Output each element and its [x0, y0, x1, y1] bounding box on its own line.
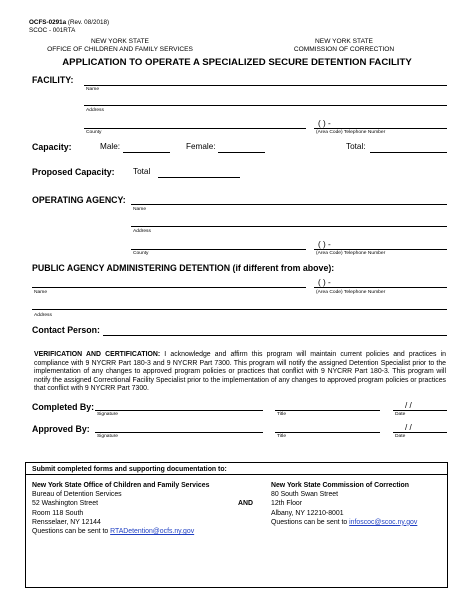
- operating-address-caption: Address: [133, 229, 151, 234]
- approved-date-template: / /: [405, 423, 412, 432]
- ocfs-questions: [32, 527, 209, 536]
- public-agency-phone-field[interactable]: [314, 287, 447, 288]
- facility-address-caption: Address: [86, 108, 104, 113]
- completed-title-field[interactable]: [275, 410, 380, 411]
- ocfs-address-line2: 52 Washington Street: [32, 500, 99, 508]
- contact-person-field[interactable]: [103, 335, 447, 336]
- form-number: OCFS-0291a: [29, 19, 67, 26]
- verification-body: I acknowledge and affirm this program will maintain current policies and practices in compliance with 9 NYCRR Part 180-3 and 9 NYCRR Part 7300. This program will notify the assigned Detention Specialist prior to the implementation of any changes to approved program policies or practices that conflict with 9 NYCRR Part 180-3. This program will notify the assigned Correctional Facility Specialist prior to the implementation of any changes to approved program policies or practices that conflict with 9 NYCRR Part 7300.: [34, 351, 446, 393]
- public-agency-address-field[interactable]: [32, 309, 447, 310]
- completed-signature-caption: Signature: [97, 412, 118, 417]
- public-agency-name-caption: Name: [34, 290, 48, 295]
- public-agency-label: PUBLIC AGENCY ADMINISTERING DETENTION (if different from above):: [32, 263, 335, 273]
- scoc-state: NEW YORK STATE: [315, 38, 373, 45]
- scoc-address-block: [271, 481, 417, 527]
- scoc-agency: [268, 38, 420, 54]
- facility-name-field[interactable]: [84, 85, 447, 86]
- approved-date-caption: Date: [395, 434, 406, 439]
- capacity-label: Capacity:: [32, 142, 72, 152]
- scoc-address-line2: 12th Floor: [271, 500, 303, 508]
- capacity-male-label: Male:: [100, 142, 121, 151]
- public-agency-name-field[interactable]: [32, 287, 306, 288]
- operating-county-caption: County: [133, 251, 149, 256]
- completed-by-label: Completed By:: [32, 402, 95, 412]
- completed-date-field[interactable]: [393, 410, 447, 411]
- scoc-address-line3: Albany, NY 12210-8001: [271, 509, 344, 517]
- facility-county-field[interactable]: [84, 128, 306, 129]
- submission-heading: Submit completed forms and supporting documentation to:: [32, 466, 227, 473]
- capacity-total-field[interactable]: [370, 152, 447, 153]
- ocfs-address-line1: Bureau of Detention Services: [32, 491, 122, 499]
- operating-agency-label: OPERATING AGENCY:: [32, 195, 126, 205]
- capacity-female-field[interactable]: [218, 152, 265, 153]
- completed-signature-field[interactable]: [95, 410, 263, 411]
- scoc-address-line1: 80 South Swan Street: [271, 491, 339, 499]
- form-code: SCOC - 001RTA: [29, 27, 76, 34]
- and-label: AND: [238, 500, 253, 507]
- ocfs-state: NEW YORK STATE: [91, 38, 149, 45]
- capacity-female-label: Female:: [186, 142, 216, 151]
- public-agency-phone-template: ( ) -: [318, 278, 331, 287]
- completed-date-template: / /: [405, 401, 412, 410]
- operating-address-field[interactable]: [131, 226, 447, 227]
- scoc-org: New York State Commission of Correction: [271, 482, 409, 489]
- verification-text: [34, 351, 446, 394]
- completed-title-caption: Title: [277, 412, 287, 417]
- form-number-line: [29, 19, 109, 26]
- proposed-total-field[interactable]: [158, 177, 240, 178]
- operating-phone-template: ( ) -: [318, 240, 331, 249]
- page-title: APPLICATION TO OPERATE A SPECIALIZED SECURE DETENTION FACILITY: [62, 57, 412, 68]
- approved-signature-caption: Signature: [97, 434, 118, 439]
- ocfs-org: New York State Office of Children and Family Services: [32, 482, 210, 489]
- approved-by-label: Approved By:: [32, 424, 90, 434]
- verification-heading: VERIFICATION AND CERTIFICATION:: [34, 351, 161, 358]
- facility-phone-template: ( ) -: [318, 119, 331, 128]
- facility-phone-field[interactable]: [314, 128, 447, 129]
- capacity-male-field[interactable]: [123, 152, 170, 153]
- ocfs-address-line4: Rensselaer, NY 12144: [32, 518, 101, 526]
- approved-signature-field[interactable]: [95, 432, 263, 433]
- approved-date-field[interactable]: [393, 432, 447, 433]
- scoc-questions: [271, 518, 417, 527]
- form-revision: (Rev. 08/2018): [67, 19, 110, 26]
- proposed-total-label: Total: [133, 167, 151, 176]
- ocfs-office: OFFICE OF CHILDREN AND FAMILY SERVICES: [47, 46, 193, 53]
- ocfs-address-block: [32, 481, 209, 536]
- operating-name-caption: Name: [133, 207, 147, 212]
- operating-county-field[interactable]: [131, 249, 306, 250]
- capacity-total-label: Total:: [346, 142, 366, 151]
- contact-person-label: Contact Person:: [32, 325, 100, 335]
- scoc-questions-text: Questions can be sent to: [271, 518, 350, 526]
- completed-date-caption: Date: [395, 412, 406, 417]
- operating-name-field[interactable]: [131, 204, 447, 205]
- facility-phone-caption: (Area Code) Telephone Number: [316, 130, 386, 135]
- facility-address-field[interactable]: [84, 105, 447, 106]
- proposed-capacity-label: Proposed Capacity:: [32, 167, 115, 177]
- ocfs-address-line3: Room 118 South: [32, 509, 84, 517]
- facility-label: FACILITY:: [32, 75, 74, 85]
- facility-county-caption: County: [86, 130, 102, 135]
- approved-title-field[interactable]: [275, 432, 380, 433]
- approved-title-caption: Title: [277, 434, 287, 439]
- public-agency-address-caption: Address: [34, 313, 52, 318]
- scoc-office: COMMISSION OF CORRECTION: [293, 46, 395, 53]
- scoc-email-link[interactable]: infoscoc@scoc.ny.gov: [349, 518, 418, 526]
- ocfs-agency: [40, 38, 200, 54]
- ocfs-questions-text: Questions can be sent to: [32, 528, 111, 536]
- facility-name-caption: Name: [86, 87, 100, 92]
- public-agency-phone-caption: (Area Code) Telephone Number: [316, 290, 386, 295]
- operating-phone-field[interactable]: [314, 249, 447, 250]
- operating-phone-caption: (Area Code) Telephone Number: [316, 251, 386, 256]
- ocfs-email-link[interactable]: RTADetention@ocfs.ny.gov: [110, 528, 195, 536]
